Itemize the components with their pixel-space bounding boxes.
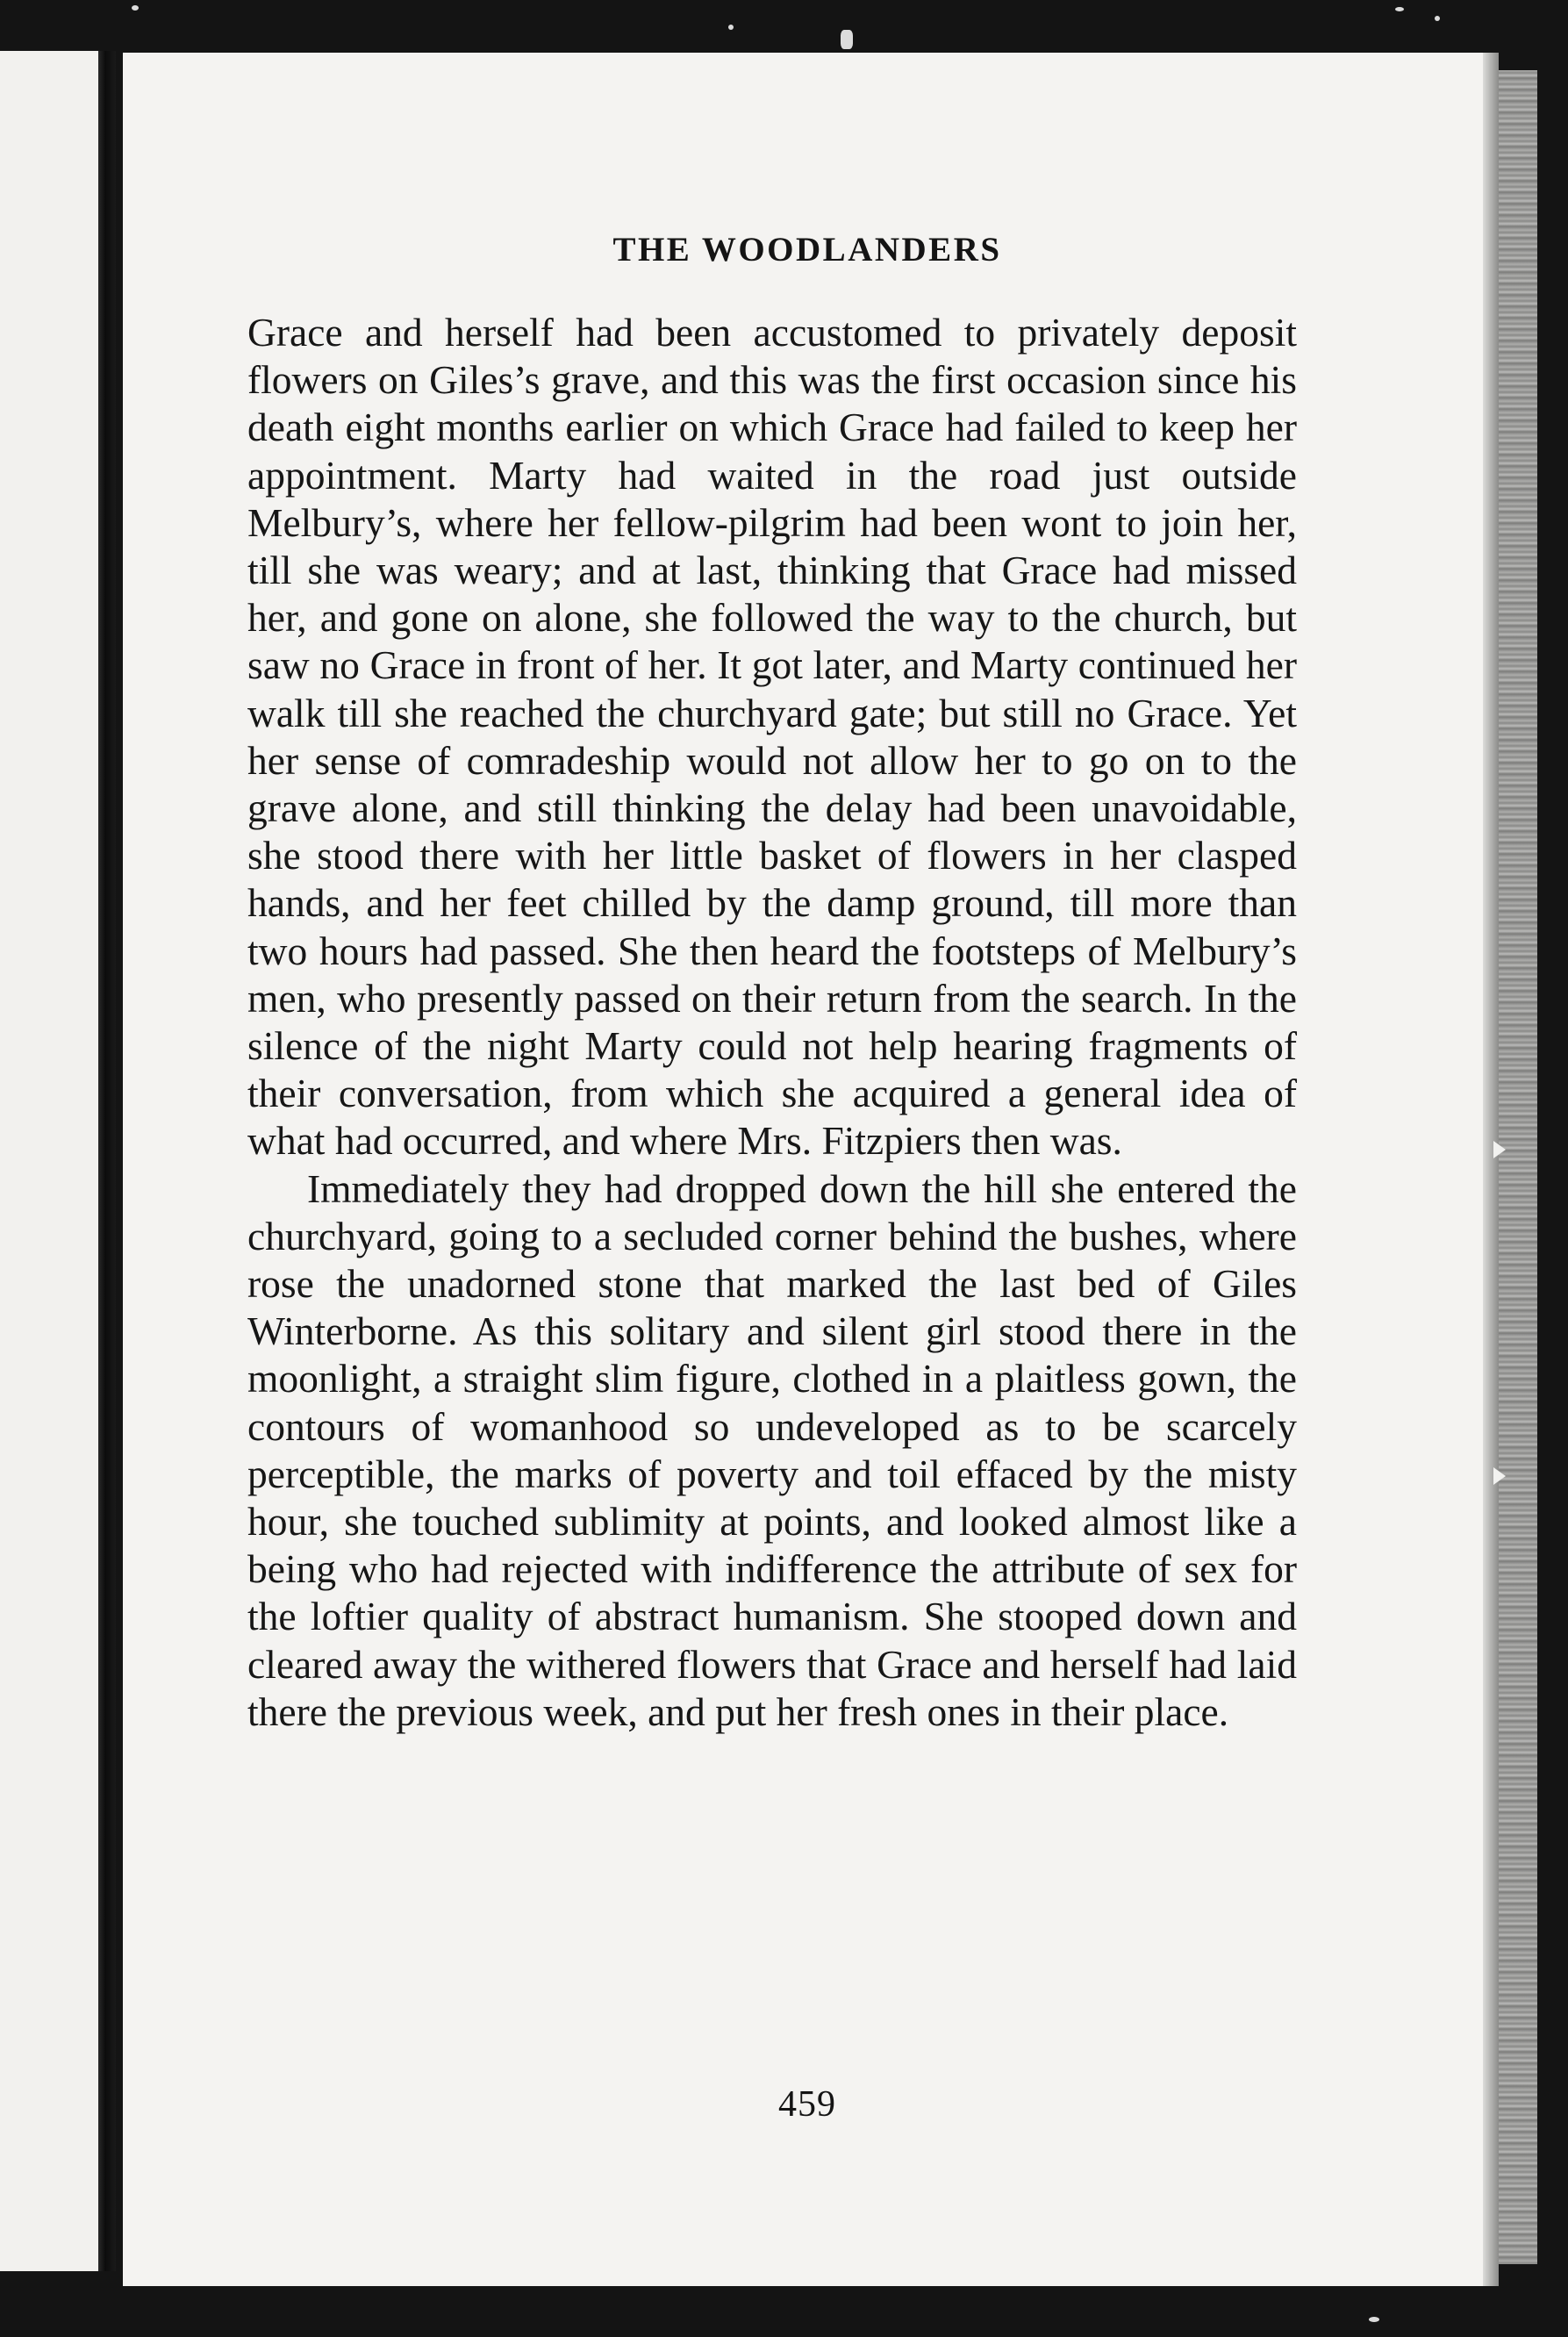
running-head: THE WOODLANDERS [612,231,1002,269]
scan-speck [728,25,734,30]
scan-speck [132,5,139,11]
scan-speck [1369,2317,1379,2322]
paragraph-2: Immediately they had dropped down the hill she entered the churchyard, going to a secluded corner behind the bushes, where rose the unadorned stone that marked the last bed of Giles Winterborne. As this solitary and silent girl stood there in the moonlight, a straight slim figure, clothed in a plaitless gown, the contours of womanhood so undeveloped as to be scarcely perceptible, the marks of poverty and toil effaced by the misty hour, she touched sublimity at points, and looked almost like a being who had rejected with indifference the attribute of sex for the loftier quality of abstract humanism. She stooped down and cleared away the withered flowers that Grace and herself had laid there the previous week, and put her fresh ones in their place. [247,1165,1297,1734]
page-number: 459 [778,2084,836,2125]
adjacent-page-edge [0,51,105,2271]
book-gutter [98,51,116,2271]
scan-speck [1395,7,1404,11]
paragraph-1: Grace and herself had been accustomed to privately deposit flowers on Giles’s grave, and this was the first occasion since his death eight months earlier on which Grace had failed to keep her appointment. Marty had waited in the road just outside Melbury’s, where her fellow-pilgrim had been wont to join her, till she was weary; and at last, thinking that Grace had missed her, and gone on alone, she followed the way to the church, but saw no Grace in front of her. It got later, and Marty continued her walk till she reached the churchyard gate; but still no Grace. Yet her sense of comradeship would not allow her to go on to the grave alone, and still thinking the delay had been unavoidable, she stood there with her little basket of flowers in her clasped hands, and her feet chilled by the damp ground, till more than two hours had passed. She then heard the footsteps of Melbury’s men, who presently passed on their return from the search. In the silence of the night Marty could not help hearing fragments of their conversation, from which she acquired a general idea of what had occurred, and where Mrs. Fitzpiers then was. [247,310,1297,1164]
body-text [247,309,1297,1736]
page-edge-shadow [1483,53,1499,2286]
scan-speck [841,30,853,49]
scan-speck [1435,16,1440,21]
